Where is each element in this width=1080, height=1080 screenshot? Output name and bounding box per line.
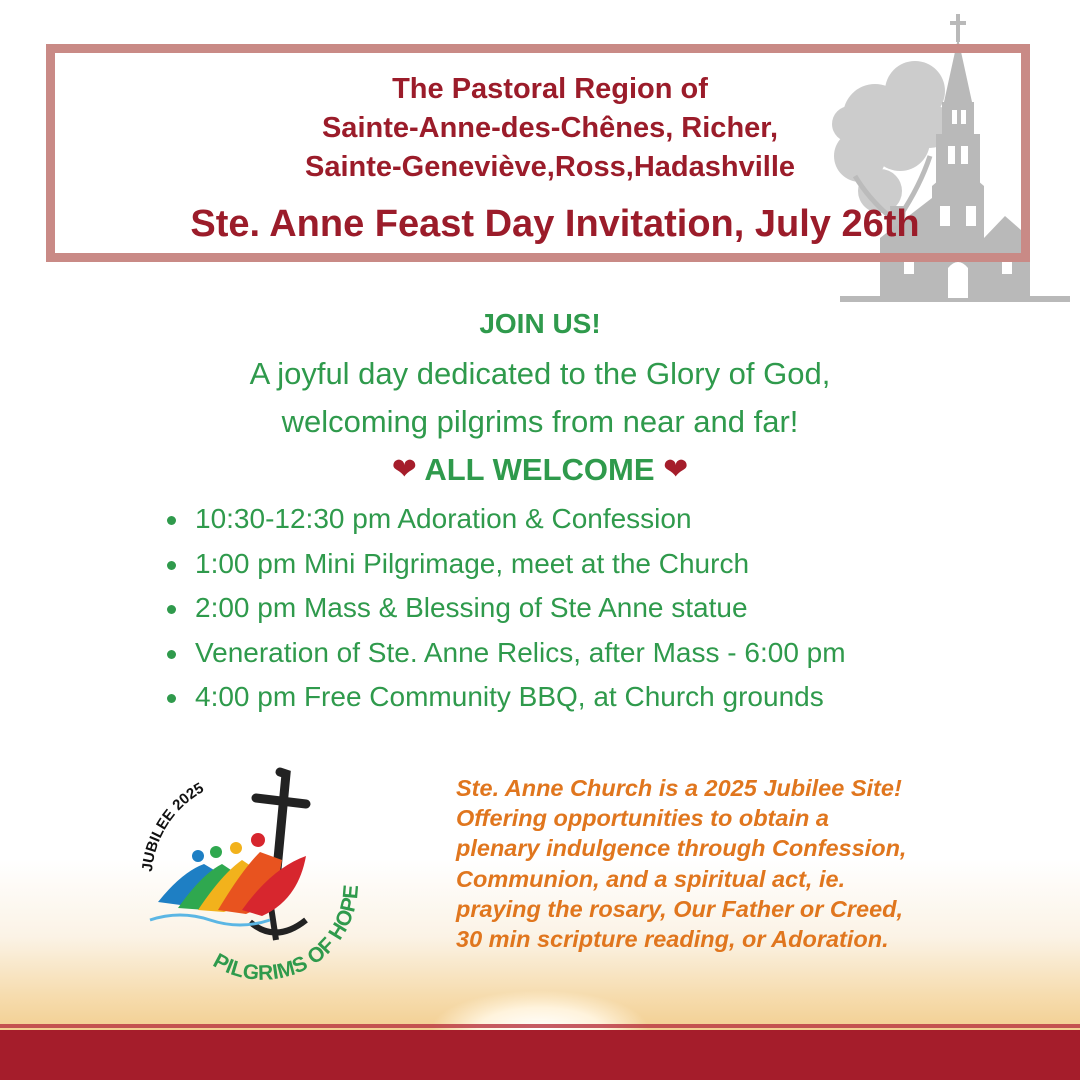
logo-arc-top: JUBILEE 2025 [138,779,207,873]
schedule-item: 4:00 pm Free Community BBQ, at Church grounds [164,675,1044,720]
region-line: Sainte-Geneviève,Ross,Hadashville [305,151,795,183]
jubilee-info-line: praying the rosary, Our Father or Creed, [456,895,904,922]
jubilee-site-info [456,773,1016,954]
footer-bar [0,1030,1080,1080]
region-line: Sainte-Anne-des-Chênes, Richer, [321,112,779,144]
join-us-heading: JOIN US! [479,308,601,339]
schedule-item: 10:30-12:30 pm Adoration & Confession [164,497,1044,542]
jubilee-2025-logo [130,760,380,1000]
logo-arc-bottom: PILGRIMS OF HOPE [209,883,364,985]
feast-day-title: Ste. Anne Feast Day Invitation, July 26th [190,203,920,245]
heart-icon: ❤ [391,453,417,486]
schedule-item: 1:00 pm Mini Pilgrimage, meet at the Church [164,542,1044,587]
jubilee-info-line: Communion, and a spiritual act, ie. [456,865,846,892]
schedule-item: 2:00 pm Mass & Blessing of Ste Anne statue [164,586,1044,631]
pastoral-region-heading [130,70,970,187]
heart-icon: ❤ [663,453,689,486]
jubilee-info-line: 30 min scripture reading, or Adoration. [456,926,889,953]
event-schedule [164,497,1044,720]
all-welcome-heading [0,448,1080,492]
jubilee-info-line: plenary indulgence through Confession, [456,835,907,862]
jubilee-info-line: Offering opportunities to obtain a [456,805,829,832]
region-line: The Pastoral Region of [392,73,708,105]
footer-divider [0,1024,1080,1028]
jubilee-info-line: Ste. Anne Church is a 2025 Jubilee Site! [456,775,902,801]
all-welcome-label: ALL WELCOME [424,452,655,487]
intro-line-1: A joyful day dedicated to the Glory of God, [249,356,831,391]
intro-line-2: welcoming pilgrims from near and far! [281,404,799,439]
schedule-item: Veneration of Ste. Anne Relics, after Mass - 6:00 pm [164,631,1044,676]
